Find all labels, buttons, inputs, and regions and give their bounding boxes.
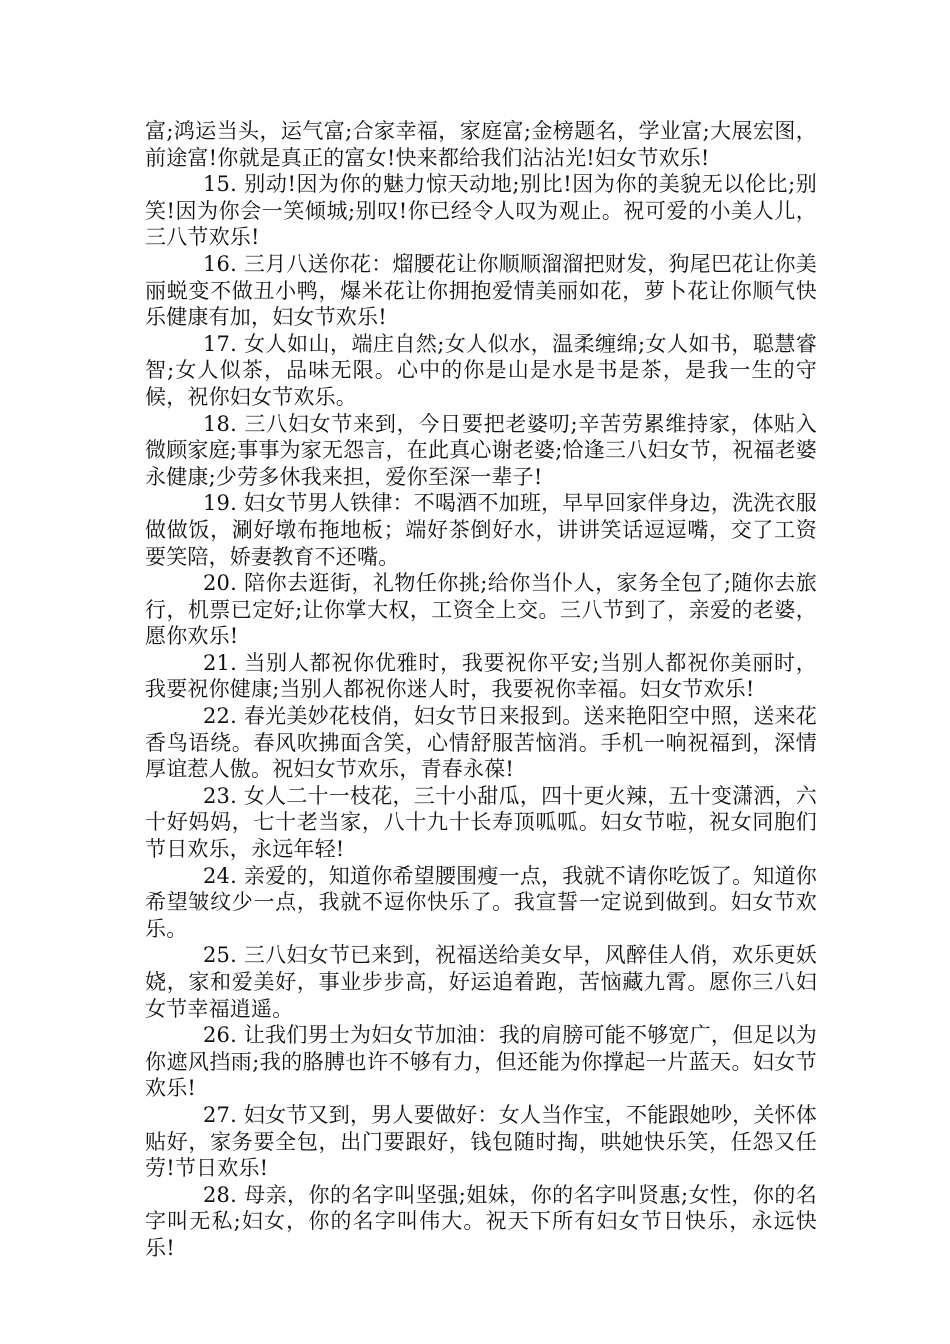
paragraph-continuation: 富;鸿运当头，运气富;合家幸福，家庭富;金榜题名，学业富;大展宏图，前途富!你就是真正的富女!快来都给我们沾沾光!妇女节欢乐! <box>145 119 817 170</box>
paragraph-26: 26. 让我们男士为妇女节加油：我的肩膀可能不够宽广，但足以为你遮风挡雨;我的胳膊也许不够有力，但还能为你撑起一片蓝天。妇女节欢乐! <box>145 1023 817 1101</box>
paragraph-23: 23. 女人二十一枝花，三十小甜瓜，四十更火辣，五十变潇洒，六十好妈妈，七十老当家，八十九十长寿顶呱呱。妇女节啦，祝女同胞们节日欢乐，永远年轻! <box>145 783 817 862</box>
paragraph-20: 20. 陪你去逛街，礼物任你挑;给你当仆人，家务全包了;随你去旅行，机票已定好;让你掌大权，工资全上交。三八节到了，亲爱的老婆，愿你欢乐! <box>145 571 817 649</box>
paragraph-27: 27. 妇女节又到，男人要做好：女人当作宝，不能跟她吵，关怀体贴好，家务要全包，出门要跟好，钱包随时掏，哄她快乐笑，任怨又任劳!节日欢乐! <box>145 1102 817 1181</box>
paragraph-16: 16. 三月八送你花：熘腰花让你顺顺溜溜把财发，狗尾巴花让你美丽蜕变不做丑小鸭，爆米花让你拥抱爱情美丽如花，萝卜花让你顺气快乐健康有加，妇女节欢乐! <box>145 251 817 330</box>
document-body <box>145 118 817 1262</box>
paragraph-19: 19. 妇女节男人铁律：不喝酒不加班，早早回家伴身边，洗洗衣服做做饭，涮好墩布拖地板；端好茶倒好水，讲讲笑话逗逗嘴，交了工资要笑陪，娇妻教育不还嘴。 <box>145 491 817 569</box>
paragraph-17: 17. 女人如山，端庄自然;女人似水，温柔缠绵;女人如书，聪慧睿智;女人似茶，品味无限。心中的你是山是水是书是茶，是我一生的守候，祝你妇女节欢乐。 <box>145 331 817 409</box>
paragraph-28: 28. 母亲，你的名字叫坚强;姐妹，你的名字叫贤惠;女性，你的名字叫无私;妇女，你的名字叫伟大。祝天下所有妇女节日快乐，永远快乐! <box>145 1182 817 1260</box>
paragraph-18: 18. 三八妇女节来到，今日要把老婆叨;辛苦劳累维持家，体贴入微顾家庭;事事为家无怨言，在此真心谢老婆;恰逢三八妇女节，祝福老婆永健康;少劳多休我来担，爱你至深一辈子! <box>145 411 817 489</box>
paragraph-15: 15. 别动!因为你的魅力惊天动地;别比!因为你的美貌无以伦比;别笑!因为你会一笑倾城;别叹!你已经令人叹为观止。祝可爱的小美人儿，三八节欢乐! <box>145 172 817 250</box>
paragraph-22: 22. 春光美妙花枝俏，妇女节日来报到。送来艳阳空中照，送来花香鸟语绕。春风吹拂面含笑，心情舒服苦恼消。手机一响祝福到，深情厚谊惹人傲。祝妇女节欢乐，青春永葆! <box>145 704 817 782</box>
paragraph-21: 21. 当别人都祝你优雅时，我要祝你平安;当别人都祝你美丽时，我要祝你健康;当别人都祝你迷人时，我要祝你幸福。妇女节欢乐! <box>145 650 817 702</box>
paragraph-24: 24. 亲爱的，知道你希望腰围瘦一点，我就不请你吃饭了。知道你希望皱纹少一点，我就不逗你快乐了。我宣誓一定说到做到。妇女节欢乐。 <box>145 863 817 941</box>
paragraph-25: 25. 三八妇女节已来到，祝福送给美女早，风醉佳人俏，欢乐更妖娆，家和爱美好，事业步步高，好运追着跑，苦恼藏九霄。愿你三八妇女节幸福逍遥。 <box>145 943 817 1021</box>
